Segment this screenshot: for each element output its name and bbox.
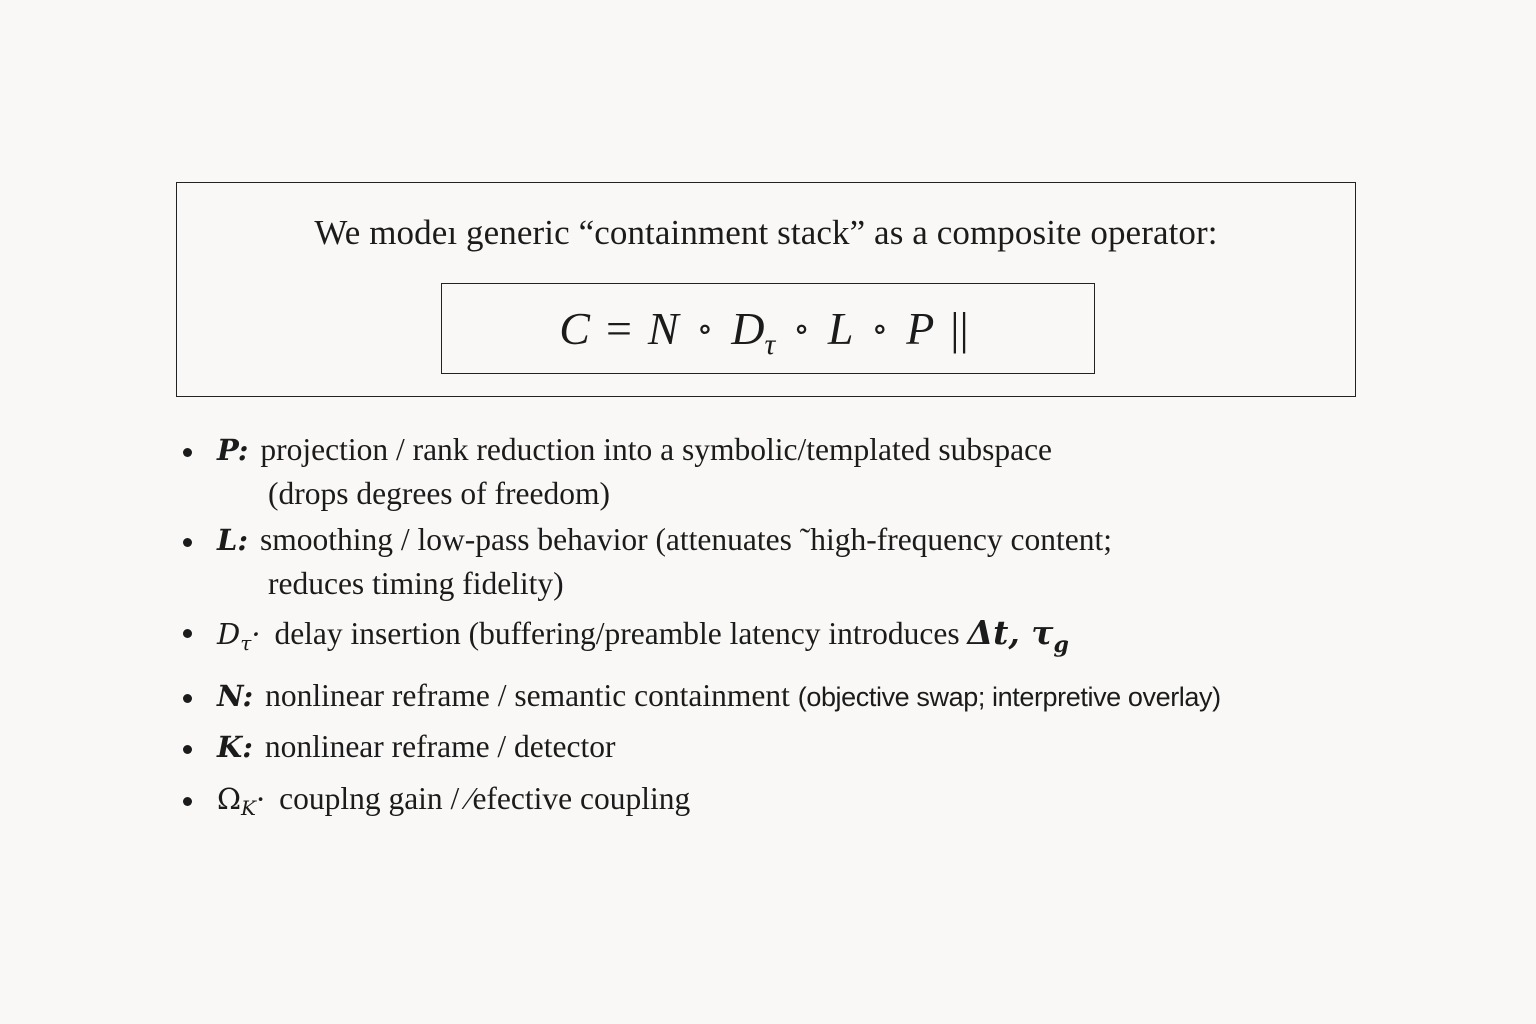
desc-n-parenthetical: (objective swap; interpretive overlay)	[797, 682, 1221, 712]
desc-p-continued: (drops degrees of freedom)	[268, 476, 610, 511]
definition-box	[176, 182, 1356, 397]
desc-l-continued: reduces timing fidelity)	[268, 566, 564, 601]
term-omega-k	[217, 782, 266, 820]
bullet-dot	[183, 694, 192, 703]
desc-d-tau: delay insertion (buffering/preamble latency introduces	[274, 616, 960, 651]
term-omega-letter: Ω	[217, 782, 242, 816]
term-d-tau	[217, 617, 261, 655]
desc-l: smoothing / low-pass behavior (attenuates ˜high-frequency content;	[259, 522, 1112, 557]
eq-symbol-p: P	[906, 303, 935, 354]
equation-box	[441, 283, 1095, 374]
eq-symbol-d	[731, 303, 776, 361]
eq-symbol-d-letter: D	[731, 303, 765, 354]
intro-text: We modeı generic “containment stack” as a composite operator:	[314, 213, 1218, 252]
term-omega-sep: ·	[256, 782, 266, 816]
term-p-letter: P	[217, 433, 238, 467]
term-p	[217, 433, 249, 467]
bullet-dot	[183, 745, 192, 754]
term-l-letter: L	[217, 523, 238, 557]
term-p-sep: :	[237, 433, 249, 467]
eq-compose-3: ∘	[871, 311, 889, 348]
desc-n: nonlinear reframe / semantic containment	[265, 678, 790, 713]
eq-symbol-n: N	[647, 303, 679, 354]
bullet-dot	[183, 797, 192, 806]
bullet-dot	[183, 448, 192, 457]
delta-t-tau-g	[967, 613, 1069, 658]
eq-symbol-l: L	[827, 303, 854, 354]
delta-t-text: Δt, τ	[967, 613, 1054, 652]
term-n-sep: :	[242, 679, 254, 713]
term-k-sep: :	[242, 730, 253, 764]
list-item-line1	[217, 432, 1052, 468]
eq-equals: =	[605, 303, 632, 354]
composite-operator-equation	[442, 302, 1094, 361]
term-d-letter: D	[217, 617, 241, 651]
bullet-dot	[183, 538, 192, 547]
term-d-sub: τ	[240, 631, 252, 655]
term-k-letter: K	[217, 730, 243, 764]
list-item-line1	[217, 678, 1221, 714]
eq-compose-2: ∘	[793, 311, 810, 348]
list-item-line1	[217, 729, 616, 765]
term-n	[217, 679, 253, 713]
term-n-letter: N	[217, 679, 243, 713]
term-l	[217, 523, 248, 557]
eq-symbol-d-sub: τ	[764, 328, 776, 361]
desc-k: nonlinear reframe / detector	[264, 729, 616, 764]
bullet-dot	[183, 629, 192, 638]
eq-compose-1: ∘	[696, 311, 714, 348]
eq-symbol-c: C	[559, 303, 590, 354]
term-d-sep: ·	[251, 617, 261, 651]
list-item-line1	[217, 781, 691, 820]
tau-g-sub: g	[1053, 632, 1069, 658]
list-item-line1	[217, 522, 1112, 558]
term-k	[217, 730, 253, 764]
list-item-line1	[217, 613, 1069, 658]
desc-omega-k: couplng gain / ⁄efective coupling	[279, 781, 691, 816]
term-l-sep: :	[237, 523, 249, 557]
term-omega-sub: K	[241, 796, 256, 820]
desc-p: projection / rank reduction into a symbolic/templated subspace	[260, 432, 1053, 467]
eq-norm-bar: ||	[950, 303, 969, 354]
